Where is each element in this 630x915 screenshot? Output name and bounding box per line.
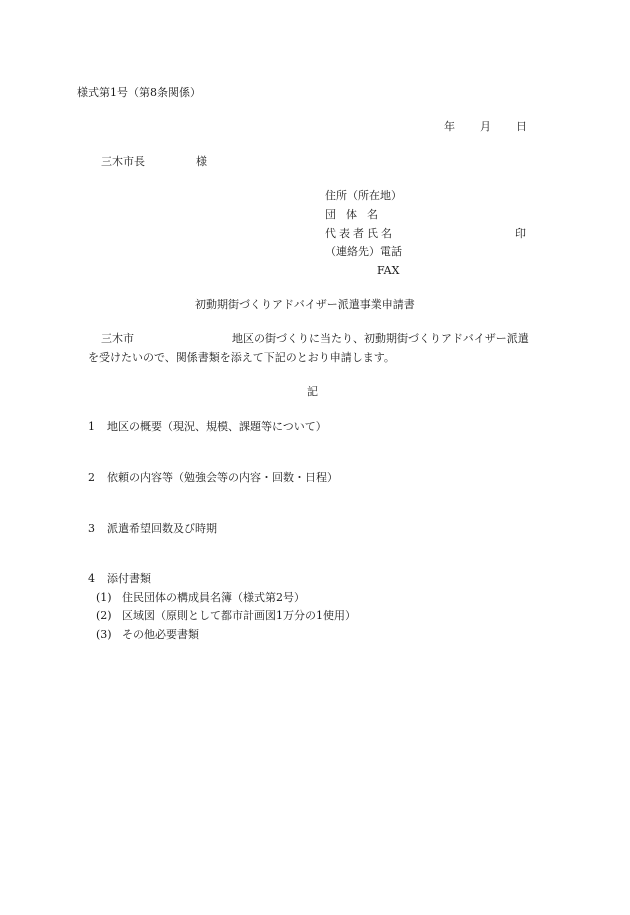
attachment-text: 区域図（原則として都市計画図1万分の1使用） (122, 609, 356, 622)
section-text: 派遣希望回数及び時期 (107, 522, 217, 535)
attachment-item (96, 629, 199, 640)
section-number: 3 (88, 522, 95, 535)
body-text-line2: を受けたいので、関係書類を添えて下記のとおり申請します。 (88, 351, 395, 364)
date-day-label: 日 (516, 120, 527, 133)
attachment-number: (2) (96, 609, 112, 622)
body-text-line1: 地区の街づくりに当たり、初動期街づくりアドバイザー派遣 (232, 332, 529, 345)
attachment-text: 住民団体の構成員名簿（様式第2号） (122, 591, 305, 604)
attachment-text: その他必要書類 (122, 628, 199, 641)
applicant-representative-label: 代表者氏名 (325, 227, 395, 240)
section-number: 4 (88, 572, 95, 585)
attachment-number: (1) (96, 591, 112, 604)
applicant-address-label: 住所（所在地） (325, 189, 402, 202)
ki-marker: 記 (307, 385, 318, 398)
applicant-phone-label: （連絡先）電話 (325, 245, 402, 258)
applicant-fax-label: FAX (377, 264, 400, 277)
addressee-name: 三木市長 (101, 155, 145, 168)
section-text: 依頼の内容等（勉強会等の内容・回数・日程） (107, 471, 338, 484)
date-year-label: 年 (444, 120, 455, 133)
section-item (88, 421, 327, 432)
section-item (88, 472, 338, 483)
document-title: 初動期街づくりアドバイザー派遣事業申請書 (195, 298, 415, 311)
section-item (88, 523, 217, 534)
section-number: 1 (88, 420, 95, 433)
body-text-city: 三木市 (101, 332, 134, 345)
section-item (88, 573, 151, 584)
form-number: 様式第1号（第8条関係） (77, 86, 201, 99)
applicant-group-label: 団体名 (325, 208, 388, 221)
attachment-item (96, 610, 356, 621)
date-month-label: 月 (480, 120, 491, 133)
seal-mark: 印 (515, 227, 526, 240)
addressee-honorific: 様 (196, 155, 207, 168)
section-text: 添付書類 (107, 572, 151, 585)
section-number: 2 (88, 471, 95, 484)
attachment-item (96, 592, 305, 603)
attachment-number: (3) (96, 628, 112, 641)
section-text: 地区の概要（現況、規模、課題等について） (107, 420, 327, 433)
